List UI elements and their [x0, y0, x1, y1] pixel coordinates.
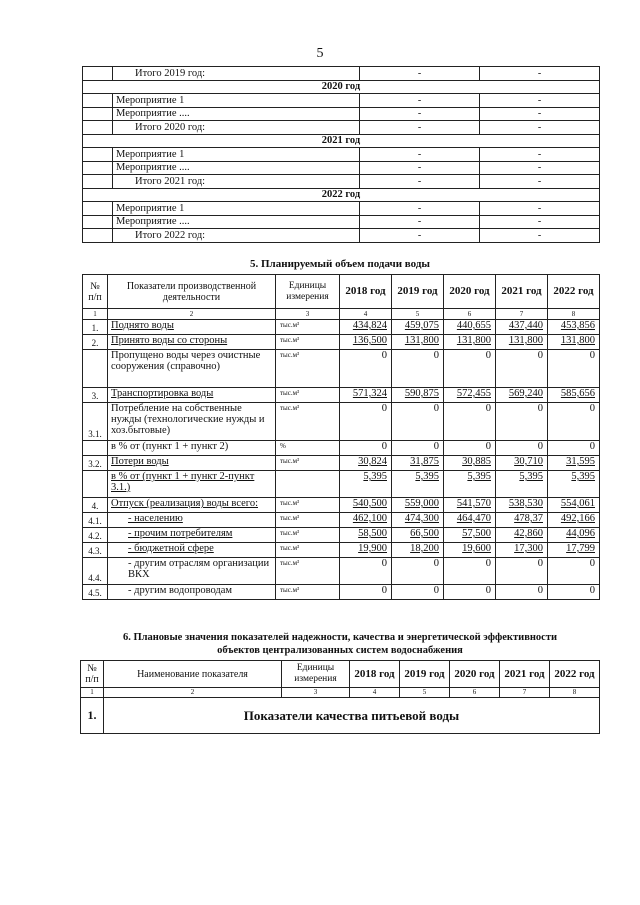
row-value: 590,875: [392, 388, 444, 403]
section6-title-line1: 6. Плановые значения показателей надежности, качества и энергетической эффективности: [122, 632, 558, 643]
row-unit: тыс.м³: [276, 498, 340, 513]
row-num-cell: [83, 121, 113, 135]
row-unit: тыс.м³: [276, 456, 340, 471]
row-value: 459,075: [392, 320, 444, 335]
row-label: Итого 2020 год:: [113, 121, 360, 135]
row-label: Мероприятие ....: [113, 215, 360, 229]
header-row: [83, 275, 600, 309]
row-value: 0: [444, 441, 496, 456]
row-label: Итого 2019 год:: [113, 67, 360, 81]
row-value: -: [480, 175, 600, 189]
row-value: 19,600: [444, 543, 496, 558]
row-label: Мероприятие ....: [113, 107, 360, 121]
table-row: [83, 350, 600, 388]
section-row-num: 1.: [81, 698, 104, 734]
row-value: -: [360, 94, 480, 108]
year-label: 2021 год: [83, 134, 600, 148]
row-value: 0: [340, 403, 392, 441]
column-index-cell: 6: [450, 688, 500, 698]
table-row: [83, 94, 600, 108]
row-label: Транспортировка воды: [108, 388, 276, 403]
row-value: 131,800: [496, 335, 548, 350]
row-label: Потребление на собственные нужды (технологические нужды и хоз.бытовые): [108, 403, 276, 441]
row-label: Мероприятие 1: [113, 94, 360, 108]
row-value: 0: [444, 403, 496, 441]
table-row: [83, 558, 600, 585]
row-unit: тыс.м³: [276, 335, 340, 350]
column-index-cell: 7: [500, 688, 550, 698]
column-index-cell: 4: [340, 309, 392, 320]
col-unit-header: Единицы измерения: [282, 661, 350, 688]
column-index-cell: 8: [548, 309, 600, 320]
row-value: 571,324: [340, 388, 392, 403]
row-value: 131,800: [548, 335, 600, 350]
row-value: -: [360, 67, 480, 81]
row-value: 0: [496, 558, 548, 585]
row-value: 0: [444, 350, 496, 388]
row-value: 0: [496, 441, 548, 456]
column-index-cell: 7: [496, 309, 548, 320]
table-row: [83, 320, 600, 335]
row-value: -: [360, 215, 480, 229]
row-value: 19,900: [340, 543, 392, 558]
row-value: 0: [392, 585, 444, 600]
row-value: 44,096: [548, 528, 600, 543]
row-value: -: [480, 161, 600, 175]
row-unit: тыс.м³: [276, 558, 340, 585]
row-value: 0: [392, 350, 444, 388]
row-unit: тыс.м³: [276, 528, 340, 543]
row-num-cell: [83, 148, 113, 162]
row-label: Пропущено воды через очистные сооружения (справочно): [108, 350, 276, 388]
row-num-cell: [83, 94, 113, 108]
header-row: [81, 661, 600, 688]
row-num-cell: [83, 161, 113, 175]
row-label: в % от (пункт 1 + пункт 2-пункт 3.1.): [108, 471, 276, 498]
row-value: 0: [548, 403, 600, 441]
row-label: Потери воды: [108, 456, 276, 471]
row-value: 554,061: [548, 498, 600, 513]
column-index-row: [83, 309, 600, 320]
year-header-row: [83, 80, 600, 94]
row-value: 17,300: [496, 543, 548, 558]
section6-title: [70, 631, 610, 657]
table-row: [83, 498, 600, 513]
table-row: [83, 335, 600, 350]
row-unit: тыс.м³: [276, 388, 340, 403]
row-value: 5,395: [444, 471, 496, 498]
row-value: 0: [392, 441, 444, 456]
row-value: 538,530: [496, 498, 548, 513]
row-unit: тыс.м³: [276, 403, 340, 441]
column-index-cell: 1: [81, 688, 104, 698]
row-value: 136,500: [340, 335, 392, 350]
column-index-cell: 2: [104, 688, 282, 698]
column-index-row: [81, 688, 600, 698]
row-label: Итого 2022 год:: [113, 229, 360, 243]
row-label: Принято воды со стороны: [108, 335, 276, 350]
col-indicator-header: Показатели производственной деятельности: [108, 275, 276, 309]
column-index-cell: 5: [392, 309, 444, 320]
row-num: [83, 471, 108, 498]
table-row: [83, 175, 600, 189]
row-value: -: [480, 229, 600, 243]
row-label: Мероприятие ....: [113, 161, 360, 175]
row-num: 3.2.: [83, 456, 108, 471]
table-row: [83, 161, 600, 175]
section6-title-line2: объектов централизованных систем водоснабжения: [217, 645, 463, 656]
row-num-cell: [83, 215, 113, 229]
table-row: [83, 403, 600, 441]
row-value: 30,710: [496, 456, 548, 471]
column-index-cell: 1: [83, 309, 108, 320]
row-num: 4.2.: [83, 528, 108, 543]
row-value: 66,500: [392, 528, 444, 543]
table-row: [83, 121, 600, 135]
year-header-row: [83, 134, 600, 148]
table-row: [83, 513, 600, 528]
water-supply-table: [82, 274, 600, 600]
year-label: 2020 год: [83, 80, 600, 94]
row-value: 0: [392, 558, 444, 585]
row-value: 31,875: [392, 456, 444, 471]
row-value: 569,240: [496, 388, 548, 403]
row-value: 57,500: [444, 528, 496, 543]
row-value: 464,470: [444, 513, 496, 528]
row-value: -: [360, 148, 480, 162]
col-year-header: 2019 год: [400, 661, 450, 688]
row-value: -: [360, 175, 480, 189]
row-unit: тыс.м³: [276, 513, 340, 528]
table-row: [83, 148, 600, 162]
row-unit: тыс.м³: [276, 585, 340, 600]
row-value: -: [360, 107, 480, 121]
row-num: 3.1.: [83, 403, 108, 441]
row-num-cell: [83, 229, 113, 243]
row-unit: [276, 471, 340, 498]
section5-table-container: [82, 274, 600, 600]
row-label: Итого 2021 год:: [113, 175, 360, 189]
row-num: 2.: [83, 335, 108, 350]
table-row: [83, 67, 600, 81]
col-year-header: 2022 год: [548, 275, 600, 309]
row-value: 30,885: [444, 456, 496, 471]
row-num: [83, 350, 108, 388]
row-value: 0: [444, 558, 496, 585]
row-value: 0: [548, 558, 600, 585]
row-value: 585,656: [548, 388, 600, 403]
row-unit: тыс.м³: [276, 543, 340, 558]
row-value: 42,860: [496, 528, 548, 543]
column-index-cell: 4: [350, 688, 400, 698]
table-row: [83, 107, 600, 121]
col-year-header: 2020 год: [444, 275, 496, 309]
row-value: -: [360, 161, 480, 175]
row-num: 4.4.: [83, 558, 108, 585]
row-value: 492,166: [548, 513, 600, 528]
row-value: 5,395: [548, 471, 600, 498]
row-value: 572,455: [444, 388, 496, 403]
row-label: Отпуск (реализация) воды всего:: [108, 498, 276, 513]
row-value: -: [480, 107, 600, 121]
row-value: 462,100: [340, 513, 392, 528]
row-num: 3.: [83, 388, 108, 403]
col-year-header: 2022 год: [550, 661, 600, 688]
table-row: [83, 456, 600, 471]
row-value: 5,395: [392, 471, 444, 498]
column-index-cell: 8: [550, 688, 600, 698]
row-value: 0: [496, 350, 548, 388]
row-value: 434,824: [340, 320, 392, 335]
row-value: -: [480, 67, 600, 81]
col-year-header: 2018 год: [350, 661, 400, 688]
col-year-header: 2019 год: [392, 275, 444, 309]
row-unit: тыс.м³: [276, 320, 340, 335]
col-num-header: № п/п: [81, 661, 104, 688]
row-label: - бюджетной сфере: [108, 543, 276, 558]
section-row: [81, 698, 600, 734]
row-value: 18,200: [392, 543, 444, 558]
row-value: 0: [340, 350, 392, 388]
col-unit-header: Единицы измерения: [276, 275, 340, 309]
top-table: [82, 66, 600, 243]
row-num: 4.5.: [83, 585, 108, 600]
row-num: 1.: [83, 320, 108, 335]
row-value: 58,500: [340, 528, 392, 543]
col-year-header: 2021 год: [496, 275, 548, 309]
table-row: [83, 585, 600, 600]
row-value: 0: [548, 350, 600, 388]
col-year-header: 2020 год: [450, 661, 500, 688]
row-unit: %: [276, 441, 340, 456]
table-row: [83, 471, 600, 498]
row-value: 474,300: [392, 513, 444, 528]
year-label: 2022 год: [83, 188, 600, 202]
year-header-row: [83, 188, 600, 202]
row-label: - населению: [108, 513, 276, 528]
row-value: 0: [392, 403, 444, 441]
row-value: -: [360, 202, 480, 216]
row-label: в % от (пункт 1 + пункт 2): [108, 441, 276, 456]
row-value: 5,395: [496, 471, 548, 498]
row-value: 0: [548, 441, 600, 456]
column-index-cell: 6: [444, 309, 496, 320]
row-value: 131,800: [392, 335, 444, 350]
table-row: [83, 441, 600, 456]
row-num-cell: [83, 175, 113, 189]
column-index-cell: 2: [108, 309, 276, 320]
row-num-cell: [83, 67, 113, 81]
row-num-cell: [83, 202, 113, 216]
row-value: 30,824: [340, 456, 392, 471]
row-value: 0: [444, 585, 496, 600]
page-number: 5: [316, 46, 324, 61]
row-value: 541,570: [444, 498, 496, 513]
row-value: 31,595: [548, 456, 600, 471]
row-value: 437,440: [496, 320, 548, 335]
row-label: - прочим потребителям: [108, 528, 276, 543]
top-table-container: [82, 66, 600, 243]
section6-table-container: [80, 660, 600, 734]
table-row: [83, 528, 600, 543]
row-value: 478,37: [496, 513, 548, 528]
row-value: -: [480, 94, 600, 108]
reliability-indicators-table: [80, 660, 600, 734]
table-row: [83, 229, 600, 243]
col-indicator-header: Наименование показателя: [104, 661, 282, 688]
col-year-header: 2021 год: [500, 661, 550, 688]
row-value: 559,000: [392, 498, 444, 513]
col-num-header: № п/п: [83, 275, 108, 309]
row-value: 0: [548, 585, 600, 600]
row-value: 0: [340, 441, 392, 456]
row-value: -: [480, 215, 600, 229]
table-row: [83, 202, 600, 216]
table-row: [83, 215, 600, 229]
row-value: -: [480, 202, 600, 216]
column-index-cell: 3: [276, 309, 340, 320]
row-num: 4.: [83, 498, 108, 513]
row-label: Мероприятие 1: [113, 148, 360, 162]
row-value: -: [480, 121, 600, 135]
row-label: - другим отраслям организации ВКХ: [108, 558, 276, 585]
row-label: - другим водопроводам: [108, 585, 276, 600]
row-value: 453,856: [548, 320, 600, 335]
row-num: [83, 441, 108, 456]
table-row: [83, 543, 600, 558]
row-label: Поднято воды: [108, 320, 276, 335]
row-value: 131,800: [444, 335, 496, 350]
row-value: -: [480, 148, 600, 162]
row-value: 0: [340, 558, 392, 585]
row-num-cell: [83, 107, 113, 121]
column-index-cell: 3: [282, 688, 350, 698]
row-value: 0: [340, 585, 392, 600]
section5-title: 5. Планируемый объем подачи воды: [250, 258, 430, 270]
col-year-header: 2018 год: [340, 275, 392, 309]
table-row: [83, 388, 600, 403]
row-num: 4.3.: [83, 543, 108, 558]
column-index-cell: 5: [400, 688, 450, 698]
row-value: -: [360, 229, 480, 243]
row-unit: тыс.м³: [276, 350, 340, 388]
row-value: 17,799: [548, 543, 600, 558]
row-value: 0: [496, 585, 548, 600]
section-row-label: Показатели качества питьевой воды: [104, 698, 600, 734]
row-value: -: [360, 121, 480, 135]
row-value: 0: [496, 403, 548, 441]
row-value: 440,655: [444, 320, 496, 335]
row-value: 5,395: [340, 471, 392, 498]
row-value: 540,500: [340, 498, 392, 513]
row-num: 4.1.: [83, 513, 108, 528]
row-label: Мероприятие 1: [113, 202, 360, 216]
